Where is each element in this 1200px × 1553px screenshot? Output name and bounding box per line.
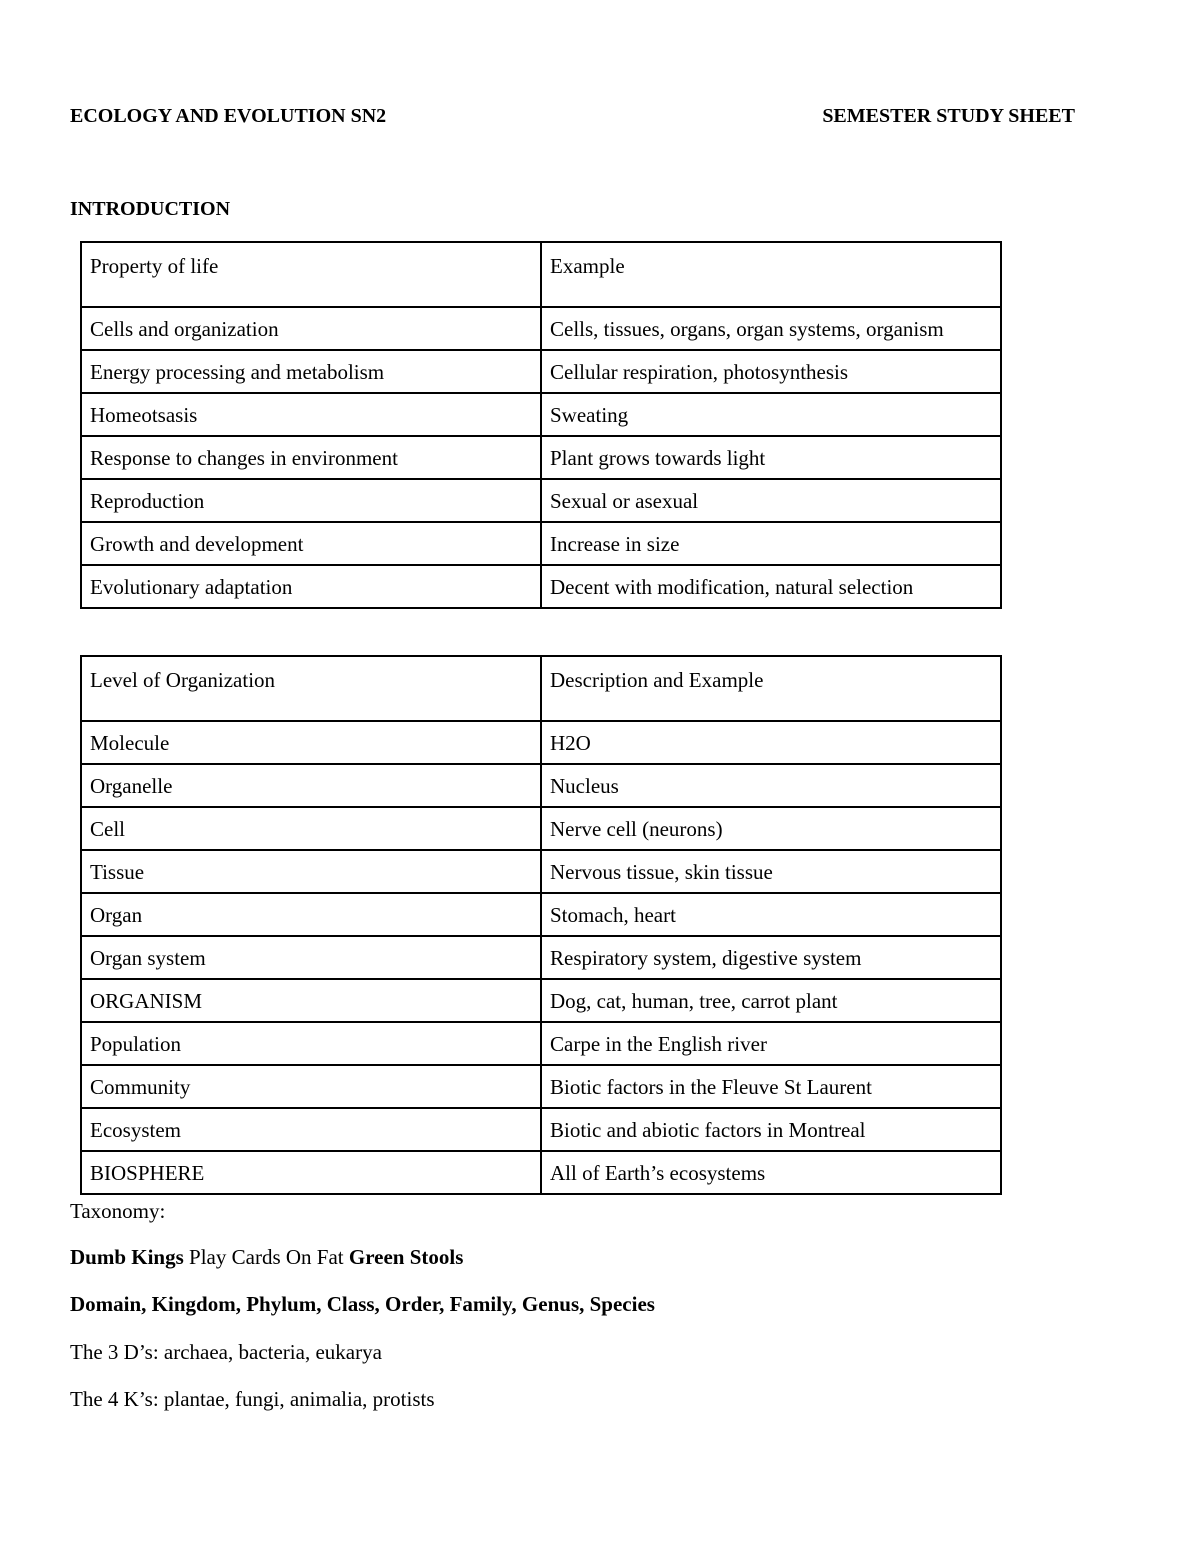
table-cell: Nervous tissue, skin tissue [541, 850, 1001, 893]
table-row [81, 479, 1001, 522]
table-cell: H2O [541, 721, 1001, 764]
table-cell: Evolutionary adaptation [81, 565, 541, 608]
table-cell: Reproduction [81, 479, 541, 522]
table-cell: All of Earth’s ecosystems [541, 1151, 1001, 1194]
table-cell: Tissue [81, 850, 541, 893]
table-header-cell: Description and Example [541, 656, 1001, 721]
table-row [81, 850, 1001, 893]
table-cell: Organ [81, 893, 541, 936]
table-cell: Sexual or asexual [541, 479, 1001, 522]
table-cell: ORGANISM [81, 979, 541, 1022]
table-header-row [81, 656, 1001, 721]
table-row [81, 436, 1001, 479]
table-cell: Biotic and abiotic factors in Montreal [541, 1108, 1001, 1151]
section-title-introduction: INTRODUCTION [70, 198, 231, 220]
mnemonic-middle: Play Cards On Fat [183, 1245, 349, 1269]
table-cell: Nucleus [541, 764, 1001, 807]
table-cell: Cell [81, 807, 541, 850]
table-header-cell: Example [541, 242, 1001, 307]
table-cell: Response to changes in environment [81, 436, 541, 479]
table-row [81, 1022, 1001, 1065]
taxonomy-ranks: Domain, Kingdom, Phylum, Class, Order, Family, Genus, Species [70, 1292, 655, 1316]
table-row [81, 1151, 1001, 1194]
mnemonic-bold-end: Green Stools [348, 1245, 464, 1269]
table-cell: Increase in size [541, 522, 1001, 565]
table-row [81, 979, 1001, 1022]
table-cell: BIOSPHERE [81, 1151, 541, 1194]
table-cell: Plant grows towards light [541, 436, 1001, 479]
table-cell: Organelle [81, 764, 541, 807]
table-row [81, 1108, 1001, 1151]
table-row [81, 393, 1001, 436]
table-row [81, 936, 1001, 979]
table-cell: Respiratory system, digestive system [541, 936, 1001, 979]
table-cell: Cellular respiration, photosynthesis [541, 350, 1001, 393]
three-domains-line: The 3 D’s: archaea, bacteria, eukarya [70, 1340, 382, 1364]
table-cell: Population [81, 1022, 541, 1065]
table-row [81, 522, 1001, 565]
table-cell: Growth and development [81, 522, 541, 565]
table-cell: Carpe in the English river [541, 1022, 1001, 1065]
table-cell: Energy processing and metabolism [81, 350, 541, 393]
table-row [81, 565, 1001, 608]
table-header-row [81, 242, 1001, 307]
table-cell: Organ system [81, 936, 541, 979]
table-cell: Decent with modification, natural selection [541, 565, 1001, 608]
table-row [81, 307, 1001, 350]
table-row [81, 1065, 1001, 1108]
course-title: ECOLOGY AND EVOLUTION SN2 [70, 105, 387, 127]
table-row [81, 764, 1001, 807]
taxonomy-label: Taxonomy: [70, 1199, 166, 1223]
table-row [81, 893, 1001, 936]
table-cell: Community [81, 1065, 541, 1108]
sheet-title: SEMESTER STUDY SHEET [822, 105, 1075, 127]
table-cell: Stomach, heart [541, 893, 1001, 936]
table-cell: Sweating [541, 393, 1001, 436]
properties-of-life-table [80, 241, 1002, 609]
table-cell: Cells, tissues, organs, organ systems, organism [541, 307, 1001, 350]
table-cell: Cells and organization [81, 307, 541, 350]
table-row [81, 350, 1001, 393]
table-row [81, 721, 1001, 764]
mnemonic-bold-start: Dumb Kings [70, 1245, 184, 1269]
table-header-cell: Property of life [81, 242, 541, 307]
table-row [81, 807, 1001, 850]
table-cell: Homeotsasis [81, 393, 541, 436]
taxonomy-mnemonic [70, 1243, 463, 1271]
page-header [70, 102, 1075, 130]
table-cell: Biotic factors in the Fleuve St Laurent [541, 1065, 1001, 1108]
table-header-cell: Level of Organization [81, 656, 541, 721]
table-cell: Molecule [81, 721, 541, 764]
four-kingdoms-line: The 4 K’s: plantae, fungi, animalia, protists [70, 1387, 435, 1411]
levels-of-organization-table [80, 655, 1002, 1195]
table-cell: Ecosystem [81, 1108, 541, 1151]
table-cell: Nerve cell (neurons) [541, 807, 1001, 850]
table-cell: Dog, cat, human, tree, carrot plant [541, 979, 1001, 1022]
